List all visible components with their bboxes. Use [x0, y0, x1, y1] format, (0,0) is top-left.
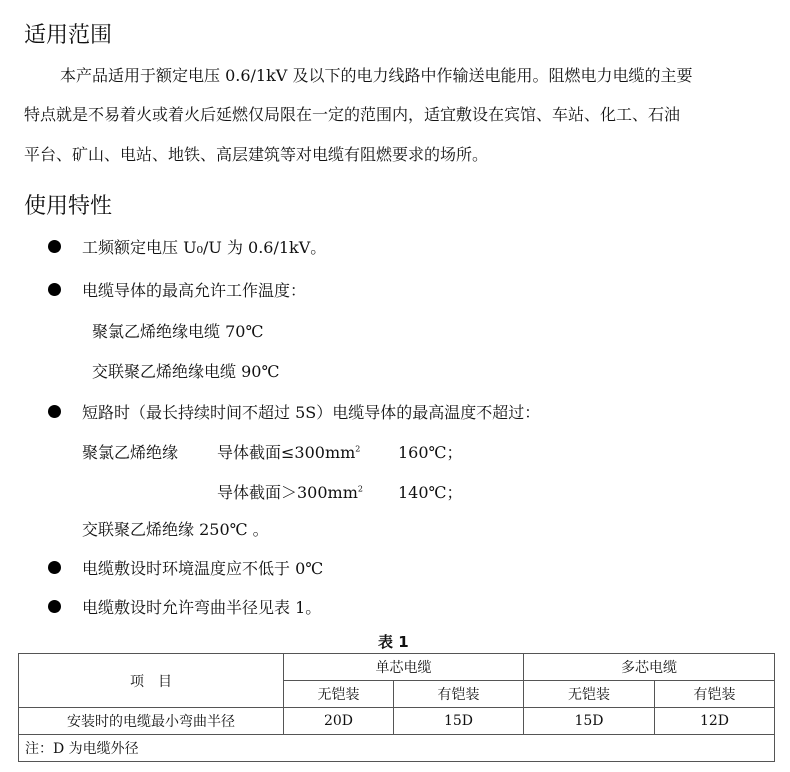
cell: 12D [655, 708, 775, 735]
heading-scope: 适用范围 [24, 23, 113, 48]
header-multi: 多芯电缆 [524, 654, 775, 681]
bullet-text: 电缆导体的最高允许工作温度： [82, 281, 307, 300]
heading-features: 使用特性 [24, 194, 113, 219]
table-title: 表 1 [378, 633, 409, 651]
bullet-text: 短路时（最长持续时间不超过 5S）电缆导体的最高温度不超过： [82, 403, 541, 422]
cell: 15D [394, 708, 524, 735]
header-item: 项 目 [19, 654, 284, 708]
paragraph-line: 本产品适用于额定电压 0.6/1kV 及以下的电力线路中作输送电能用。阻燃电力电缆的主要 [60, 66, 693, 85]
xlpe-text: 交联聚乙烯绝缘 250℃ 。 [82, 520, 269, 539]
bullet-icon [48, 600, 61, 613]
subheader: 有铠装 [394, 681, 524, 708]
bullet-icon [48, 561, 61, 574]
subheader: 无铠装 [524, 681, 655, 708]
temperature-text: 140℃； [398, 483, 463, 502]
bullet-text: 电缆敷设时允许弯曲半径见表 1。 [82, 598, 322, 617]
sub-text: 交联聚乙烯绝缘电缆 90℃ [92, 362, 280, 381]
bullet-icon [48, 405, 61, 418]
cell: 20D [284, 708, 394, 735]
condition-text: 导体截面$\le 300mm^2$ [217, 443, 361, 462]
cell: 15D [524, 708, 655, 735]
table-note: 注：D 为电缆外径 [19, 735, 775, 762]
sub-text: 聚氯乙烯绝缘电缆 70℃ [92, 322, 264, 341]
bullet-text: 工频额定电压 U₀/U 为 0.6/1kV。 [82, 238, 327, 257]
paragraph-line: 平台、矿山、电站、地铁、高层建筑等对电缆有阻燃要求的场所。 [24, 145, 489, 164]
pvc-label: 聚氯乙烯绝缘 [82, 443, 179, 462]
subheader: 无铠装 [284, 681, 394, 708]
row-label: 安装时的电缆最小弯曲半径 [19, 708, 284, 735]
temperature-text: 160℃； [398, 443, 463, 462]
bending-radius-table [18, 653, 775, 762]
table-row [19, 708, 775, 735]
header-single: 单芯电缆 [284, 654, 524, 681]
bullet-icon [48, 240, 61, 253]
paragraph-line: 特点就是不易着火或着火后延燃仅局限在一定的范围内，适宜敷设在宾馆、车站、化工、石油 [24, 105, 681, 124]
bullet-text: 电缆敷设时环境温度应不低于 0℃ [82, 559, 324, 578]
condition-text: 导体截面$>300mm^2$ [217, 483, 363, 502]
bullet-icon [48, 283, 61, 296]
subheader: 有铠装 [655, 681, 775, 708]
